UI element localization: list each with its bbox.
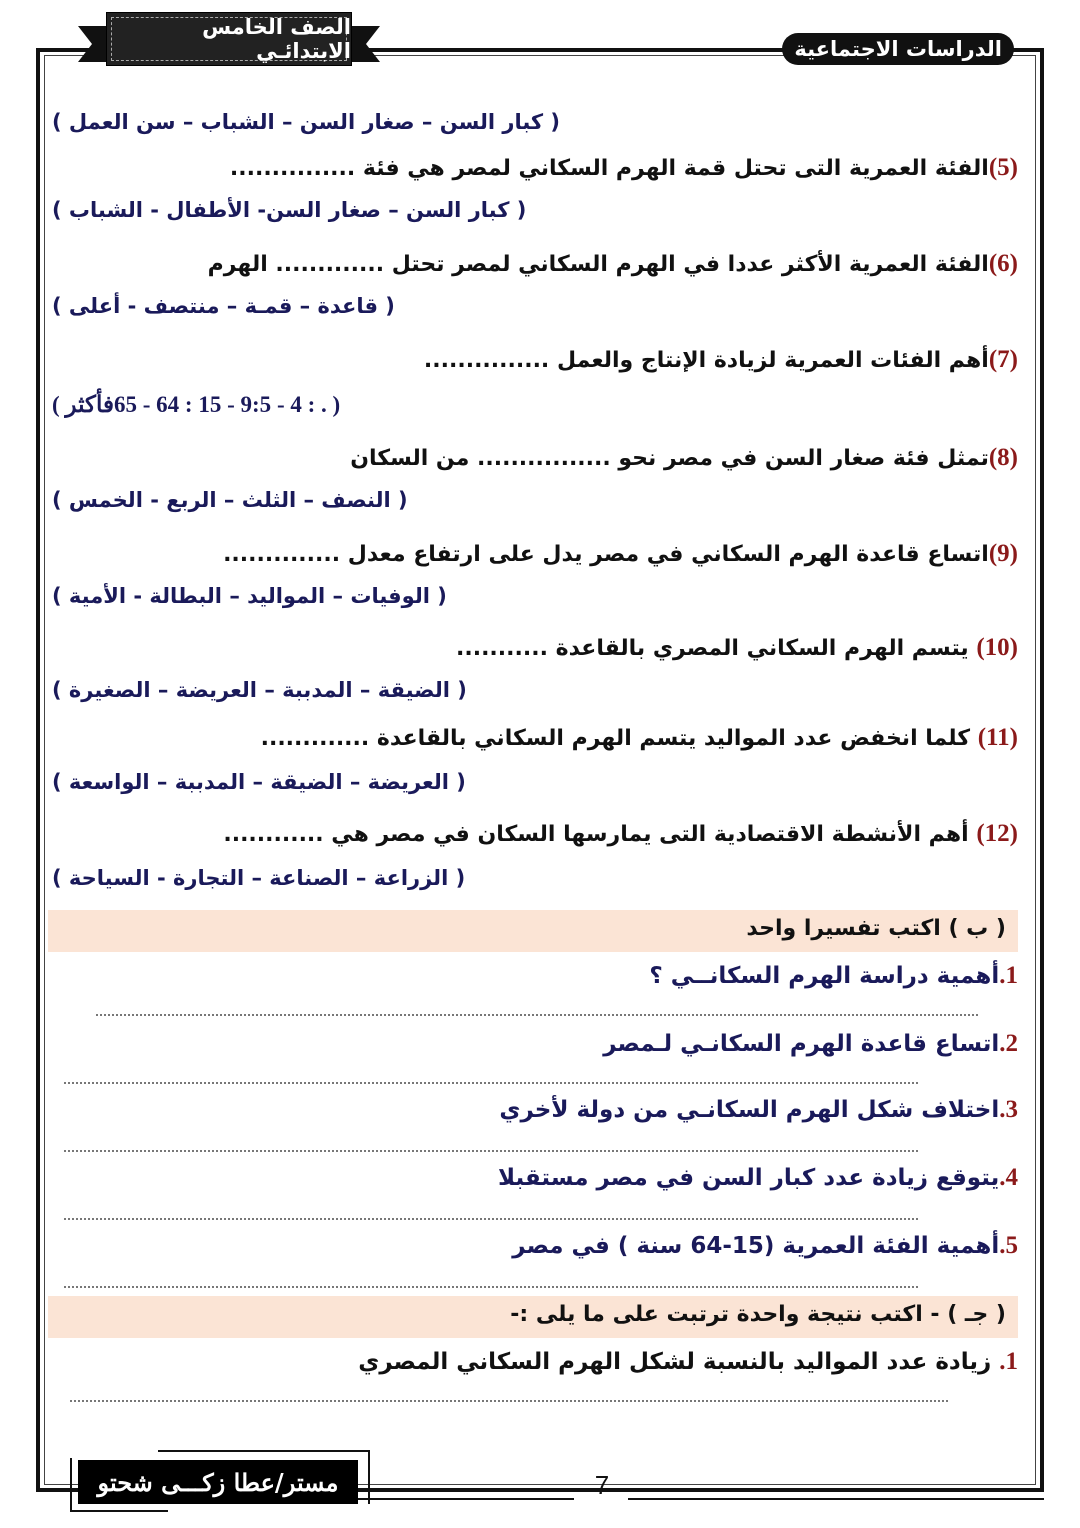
answer-line[interactable]	[96, 1014, 978, 1016]
author-badge	[78, 1460, 358, 1504]
options-line: ( الزراعة – الصناعة – التجارة - السياحة )	[52, 866, 466, 890]
question-text: أهم الفئات العمرية لزيادة الإنتاج والعمل ...............	[423, 348, 989, 373]
subject-badge	[782, 33, 1014, 65]
result-item-1	[358, 1348, 1018, 1376]
grade-label: الصف الخامس الابتدائـي	[202, 15, 351, 63]
section-b-header	[48, 910, 1018, 952]
section-b-title: ( ب ) اكتب تفسيرا واحد	[746, 916, 1006, 941]
answer-line[interactable]	[64, 1218, 918, 1220]
explain-item-3	[499, 1096, 1018, 1124]
author-name: مستر/عطا زكـــى شحتو	[97, 1467, 339, 1497]
section-c-title: ( جـ ) - اكتب نتيجة واحدة ترتبت على ما يلى :-	[510, 1302, 1006, 1327]
explain-item-5	[512, 1232, 1018, 1260]
question-text: أهم الأنشطة الاقتصادية التى يمارسها السكان في مصر هي ............	[223, 822, 977, 847]
footer-rule-left	[356, 1489, 574, 1500]
question-11	[261, 724, 1018, 752]
options-line: ( قاعدة – قمـة – منتصف - أعلى )	[52, 294, 395, 318]
question-number: (10)	[976, 634, 1018, 661]
question-text: كلما انخفض عدد المواليد يتسم الهرم السكاني بالقاعدة .............	[260, 726, 978, 751]
question-number: (9)	[988, 540, 1018, 567]
options-line: ( العريضة – الضيقة – المدببة – الواسعة )	[52, 770, 466, 794]
question-9	[223, 540, 1018, 568]
page-number: 7	[594, 1470, 610, 1500]
ribbon-body	[106, 12, 352, 66]
question-text: يتسم الهرم السكاني المصري بالقاعدة ...........	[456, 636, 977, 661]
question-8	[350, 444, 1018, 472]
question-number: (8)	[988, 444, 1018, 471]
question-5	[230, 154, 1018, 182]
answer-line[interactable]	[70, 1400, 948, 1402]
item-number: 2.	[999, 1030, 1018, 1057]
item-number: 1.	[999, 962, 1018, 989]
item-number: 4.	[999, 1164, 1018, 1191]
footer-rule-right	[628, 1489, 1044, 1500]
item-text: زيادة عدد المواليد بالنسبة لشكل الهرم السكاني المصري	[358, 1349, 1000, 1375]
question-number: (12)	[976, 820, 1018, 847]
question-7	[424, 346, 1018, 374]
item-number: 5.	[999, 1232, 1018, 1259]
answer-line[interactable]	[64, 1286, 918, 1288]
explain-item-1	[649, 962, 1018, 990]
question-number: (7)	[988, 346, 1018, 373]
options-line: ( كبار السن – صغار السن – الشباب – سن العمل )	[52, 110, 561, 134]
question-number: (5)	[988, 154, 1018, 181]
question-10	[456, 634, 1018, 662]
item-number: 3.	[999, 1096, 1018, 1123]
section-c-header	[48, 1296, 1018, 1338]
question-text: تمثل فئة صغار السن في مصر نحو ................ من السكان	[350, 446, 989, 471]
item-text: يتوقع زيادة عدد كبار السن في مصر مستقبلا	[498, 1165, 1000, 1191]
question-6	[208, 250, 1018, 278]
options-line: ( الضيقة – المدببة – العريضة – الصغيرة )	[52, 678, 467, 702]
explain-item-2	[603, 1030, 1018, 1058]
question-12	[223, 820, 1018, 848]
options-line: ( النصف – الثلث – الربع - الخمس )	[52, 488, 408, 512]
item-text: أهمية دراسة الهرم السكانــي ؟	[649, 963, 1000, 989]
options-line: ( الوفيات – المواليد – البطالة - الأمية )	[52, 584, 447, 608]
item-text: أهمية الفئة العمرية (15-64 سنة ) في مصر	[512, 1233, 1000, 1259]
question-text: اتساع قاعدة الهرم السكاني في مصر يدل على ارتفاع معدل ..............	[223, 542, 989, 567]
answer-line[interactable]	[64, 1150, 918, 1152]
item-text: اتساع قاعدة الهرم السكانـي لـمصر	[603, 1031, 1000, 1057]
explain-item-4	[498, 1164, 1018, 1192]
question-number: (6)	[988, 250, 1018, 277]
subject-label: الدراسات الاجتماعية	[794, 37, 1002, 61]
options-line: ( كبار السن – صغار السن- الأطفال - الشباب )	[52, 198, 527, 222]
options-line: ( . : 4 - 9:5 - 15 : 64 - 65فأكثر )	[52, 392, 341, 417]
question-text: الفئة العمرية التى تحتل قمة الهرم السكاني لمصر هي فئة ...............	[229, 156, 989, 181]
item-number: 1.	[999, 1348, 1018, 1375]
item-text: اختلاف شكل الهرم السكانـي من دولة لأخري	[499, 1097, 1000, 1123]
question-text: الفئة العمرية الأكثر عددا في الهرم السكاني لمصر تحتل ............. الهرم	[207, 252, 989, 277]
answer-line[interactable]	[64, 1082, 918, 1084]
grade-ribbon	[78, 12, 380, 76]
question-number: (11)	[977, 724, 1018, 751]
